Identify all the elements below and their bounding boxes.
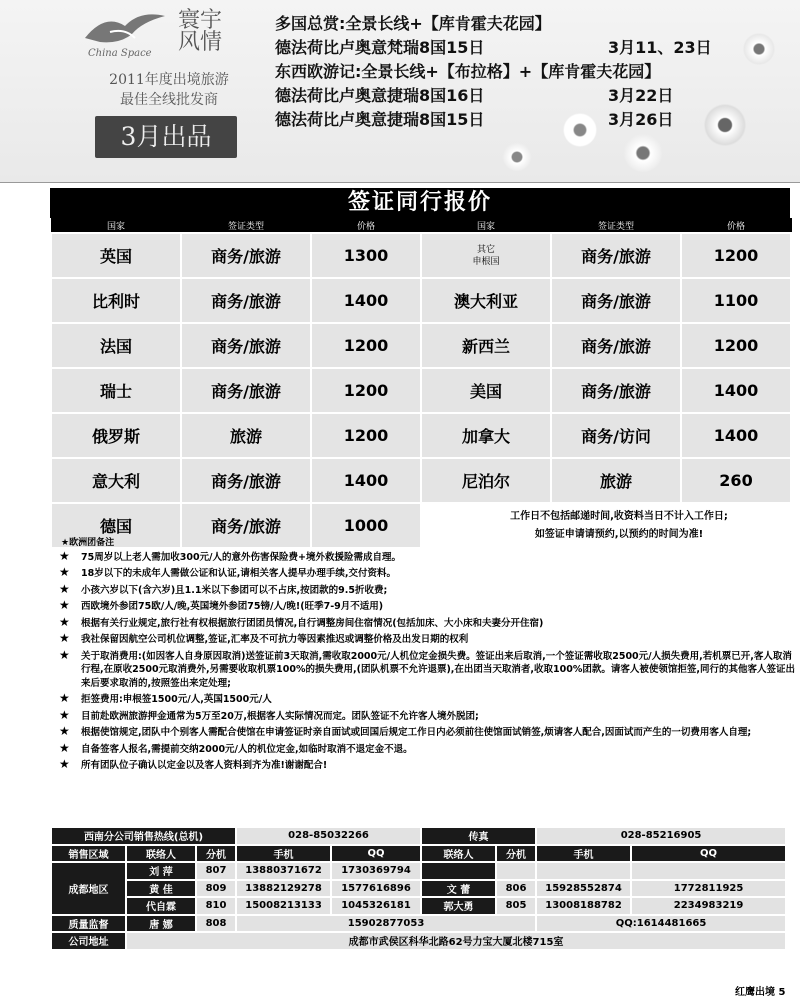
- table-row: [51, 233, 791, 278]
- table-cell: 15008213133: [236, 897, 331, 915]
- table-cell: 806: [496, 880, 536, 898]
- table-cell: 商务/旅游: [181, 323, 311, 368]
- hotline-label: 西南分公司销售热线(总机): [51, 827, 236, 845]
- note-item: [55, 647, 795, 691]
- flower-decoration: [620, 130, 666, 176]
- column-header: QQ: [331, 845, 421, 863]
- column-header: 联络人: [126, 845, 196, 863]
- headline: [275, 12, 795, 36]
- note-text: 关于取消费用:(如因客人自身原因取消)送签证前3天取消,需收取2000元/人机位定金损失费。签证出来后取消,一个签证需收取2500元/人损失费用,若机票已开,客人取消行程,在原收2500元取消费外,另需要收取机票100%的损失费用,(团队机票不允许退票),在出团当天取消者,收取100%团款。请客人被使领馆拒签,同行的其他客人签证出来后要求取消的,按照签出来定处理;: [81, 650, 795, 689]
- column-header: 签证类型: [551, 219, 681, 234]
- note-item: [55, 614, 795, 631]
- table-row: [51, 880, 786, 898]
- table-cell: [536, 862, 631, 880]
- headline-text: 德法荷比卢奥意捷瑞8国15日: [275, 110, 485, 129]
- note-item: [55, 581, 795, 598]
- table-header-row: [51, 219, 791, 234]
- table-cell: 1772811925: [631, 880, 786, 898]
- table-cell: 商务/旅游: [551, 233, 681, 278]
- table-row: [51, 413, 791, 458]
- contact-name: 文 蕾: [421, 880, 496, 898]
- table-cell: 809: [196, 880, 236, 898]
- note-item: [55, 726, 795, 740]
- headline-date: 3月26日: [608, 110, 674, 129]
- table-cell: [631, 862, 786, 880]
- table-cell: 德国: [51, 503, 181, 548]
- table-cell: 1200: [311, 368, 421, 413]
- star-icon: ★: [59, 565, 70, 579]
- note-item: [55, 600, 795, 614]
- note-text: 我社保留因航空公司机位调整,签证,汇率及不可抗力等因素推迟或调整价格及出发日期的权利: [81, 634, 469, 645]
- brand-block: [80, 8, 255, 176]
- table-cell: 新西兰: [421, 323, 551, 368]
- column-header: QQ: [631, 845, 786, 863]
- column-header: 分机: [196, 845, 236, 863]
- table-cell: 1200: [311, 413, 421, 458]
- star-icon: ★: [59, 757, 70, 771]
- hotline-number: 028-85032266: [236, 827, 421, 845]
- column-header: 手机: [536, 845, 631, 863]
- bird-logo-icon: [80, 8, 170, 50]
- table-cell: QQ:1614481665: [536, 915, 786, 933]
- star-icon: ★: [59, 581, 70, 596]
- address-label: 公司地址: [51, 932, 126, 950]
- award-line: 2011年度出境旅游: [109, 72, 229, 88]
- table-cell: 260: [681, 458, 791, 503]
- headline-date: 3月11、23日: [608, 38, 712, 57]
- table-cell: 1100: [681, 278, 791, 323]
- headline-text: 多国总赏:全景长线+【库肯霍夫花园】: [275, 14, 551, 33]
- quality-row: [51, 915, 786, 933]
- table-row: [51, 323, 791, 368]
- fax-number: 028-85216905: [536, 827, 786, 845]
- table-cell: 商务/旅游: [181, 368, 311, 413]
- company-logo: [80, 8, 255, 68]
- table-row: [51, 278, 791, 323]
- column-header: 联络人: [421, 845, 496, 863]
- headline-text: 德法荷比卢奥意捷瑞8国16日: [275, 86, 485, 105]
- table-cell: 2234983219: [631, 897, 786, 915]
- note-text: 自备签客人报名,需提前交纳2000元/人的机位定金,如临时取消不退定金不退。: [81, 743, 413, 755]
- column-header: 分机: [496, 845, 536, 863]
- table-cell: 英国: [51, 233, 181, 278]
- table-cell: 加拿大: [421, 413, 551, 458]
- region-label: 成都地区: [51, 862, 126, 915]
- table-cell: 1045326181: [331, 897, 421, 915]
- table-cell: 商务/旅游: [181, 233, 311, 278]
- address-row: [51, 932, 786, 950]
- table-cell: 俄罗斯: [51, 413, 181, 458]
- table-cell: 商务/旅游: [181, 458, 311, 503]
- star-icon: ★: [59, 631, 70, 645]
- table-cell: 1300: [311, 233, 421, 278]
- column-header: 国家: [421, 219, 551, 234]
- tour-headlines: [275, 12, 795, 132]
- table-cell: 旅游: [551, 458, 681, 503]
- note-text: 西欧境外参团75欧/人/晚,英国境外参团75镑/人/晚!(旺季7-9月不适用): [81, 601, 384, 612]
- column-header: 手机: [236, 845, 331, 863]
- table-cell: 商务/旅游: [181, 278, 311, 323]
- column-header: 销售区域: [51, 845, 126, 863]
- note-item: [55, 693, 795, 707]
- contact-header-row: [51, 845, 786, 863]
- note-item: [55, 759, 795, 773]
- table-cell: 法国: [51, 323, 181, 368]
- table-cell: 商务/旅游: [551, 323, 681, 368]
- page-footer: 红鹰出境 5: [735, 987, 786, 998]
- table-cell: 15928552874: [536, 880, 631, 898]
- star-icon: ★: [59, 691, 70, 705]
- table-cell: 比利时: [51, 278, 181, 323]
- headline: [275, 108, 795, 132]
- star-icon: ★: [59, 548, 70, 563]
- table-cell: 1400: [681, 368, 791, 413]
- table-cell: 1400: [681, 413, 791, 458]
- table-cell: 810: [196, 897, 236, 915]
- contact-name: 郭大勇: [421, 897, 496, 915]
- column-header: 签证类型: [181, 219, 311, 234]
- table-cell: 1200: [311, 323, 421, 368]
- table-cell: 商务/访问: [551, 413, 681, 458]
- visa-note: 工作日不包括邮递时间,收资料当日不计入工作日; 如签证申请请预约,以预约的时间为准!: [421, 503, 791, 548]
- table-cell: 1200: [681, 323, 791, 368]
- headline: [275, 60, 795, 84]
- note-text: 根据使馆规定,团队中个别客人需配合使馆在申请签证时亲自面试或回国后规定工作日内必须前往使馆面试销签,烦请客人配合,因面试而产生的一切费用客人自理;: [81, 727, 752, 738]
- table-cell: 805: [496, 897, 536, 915]
- table-cell: 1577616896: [331, 880, 421, 898]
- note-text: 目前赴欧洲旅游押金通常为5万至20万,根据客人实际情况而定。团队签证不允许客人境外脱团;: [81, 710, 479, 722]
- contact-name: 黄 佳: [126, 880, 196, 898]
- note-item: [55, 740, 795, 757]
- headline-text: 德法荷比卢奥意梵瑞8国15日: [275, 38, 485, 57]
- star-icon: ★: [59, 740, 70, 755]
- headline-date: 3月22日: [608, 86, 674, 105]
- star-icon: ★: [59, 707, 70, 722]
- table-row: [51, 458, 791, 503]
- contact-table: [50, 826, 787, 951]
- note-text: 根据有关行业规定,旅行社有权根据旅行团团员情况,自行调整房间住宿情况(包括加床、大小床和夫妻分开住宿): [81, 617, 544, 629]
- note-item: [55, 633, 795, 647]
- star-icon: ★: [59, 598, 70, 612]
- table-cell: 1000: [311, 503, 421, 548]
- table-cell: 意大利: [51, 458, 181, 503]
- table-cell: 1730369794: [331, 862, 421, 880]
- table-cell: 13880371672: [236, 862, 331, 880]
- note-text: 小孩六岁以下(含六岁)且1.1米以下参团可以不占床,按团款的9.5折收费;: [81, 584, 388, 596]
- contact-name: [421, 862, 496, 880]
- headline-text: 东西欧游记:全景长线+【布拉格】+【库肯霍夫花园】: [275, 62, 661, 81]
- table-cell: 15902877053: [236, 915, 536, 933]
- column-header: 国家: [51, 219, 181, 234]
- contact-name: 代自霖: [126, 897, 196, 915]
- star-icon: ★: [59, 724, 70, 738]
- note-text: 18岁以下的未成年人需做公证和认证,请相关客人提早办理手续,交付资料。: [81, 568, 396, 579]
- table-cell: 13882129278: [236, 880, 331, 898]
- note-text: 拒签费用:申根签1500元/人,英国1500元/人: [81, 694, 272, 705]
- headline: [275, 84, 795, 108]
- month-badge: 3月出品: [95, 116, 237, 158]
- logo-english: China Space: [88, 48, 152, 59]
- table-cell: 澳大利亚: [421, 278, 551, 323]
- table-cell: 808: [196, 915, 236, 933]
- table-cell: 1400: [311, 458, 421, 503]
- award-line: 最佳全线批发商: [120, 92, 218, 108]
- note-item: [55, 548, 795, 565]
- table-row: [51, 368, 791, 413]
- contact-name: 唐 娜: [126, 915, 196, 933]
- tour-notes: [55, 537, 795, 776]
- star-icon: ★: [59, 647, 70, 662]
- table-cell: 13008188782: [536, 897, 631, 915]
- column-header: 价格: [681, 219, 791, 234]
- contact-name: 刘 萍: [126, 862, 196, 880]
- hotline-row: [51, 827, 786, 845]
- column-header: 价格: [311, 219, 421, 234]
- header-banner: [0, 0, 800, 183]
- visa-price-table: [50, 218, 792, 549]
- table-cell: 旅游: [181, 413, 311, 458]
- note-item: [55, 707, 795, 724]
- table-cell: 商务/旅游: [551, 278, 681, 323]
- table-row: [51, 897, 786, 915]
- qc-label: 质量监督: [51, 915, 126, 933]
- table-cell: [496, 862, 536, 880]
- note-item: [55, 567, 795, 581]
- fax-label: 传真: [421, 827, 536, 845]
- table-cell: 807: [196, 862, 236, 880]
- headline: [275, 36, 795, 60]
- table-cell: 1200: [681, 233, 791, 278]
- table-cell: 尼泊尔: [421, 458, 551, 503]
- table-cell: 商务/旅游: [181, 503, 311, 548]
- table-cell: 1400: [311, 278, 421, 323]
- table-cell: 瑞士: [51, 368, 181, 413]
- flower-decoration: [500, 140, 534, 174]
- table-cell: 美国: [421, 368, 551, 413]
- table-row: [51, 862, 786, 880]
- note-text: 所有团队位子确认以定金以及客人资料到齐为准!谢谢配合!: [81, 760, 328, 771]
- company-address: 成都市武侯区科华北路62号力宝大厦北楼715室: [126, 932, 786, 950]
- table-cell: 其它 申根国: [421, 233, 551, 278]
- star-icon: ★: [59, 614, 70, 629]
- notes-title: ★欧洲团备注: [61, 538, 115, 548]
- award-text: [85, 70, 253, 110]
- table-cell: 商务/旅游: [551, 368, 681, 413]
- logo-text: 寰宇风情: [178, 8, 223, 55]
- visa-price-title: 签证同行报价: [50, 188, 790, 218]
- note-text: 75周岁以上老人需加收300元/人的意外伤害保险费+境外救援险需成自理。: [81, 551, 401, 563]
